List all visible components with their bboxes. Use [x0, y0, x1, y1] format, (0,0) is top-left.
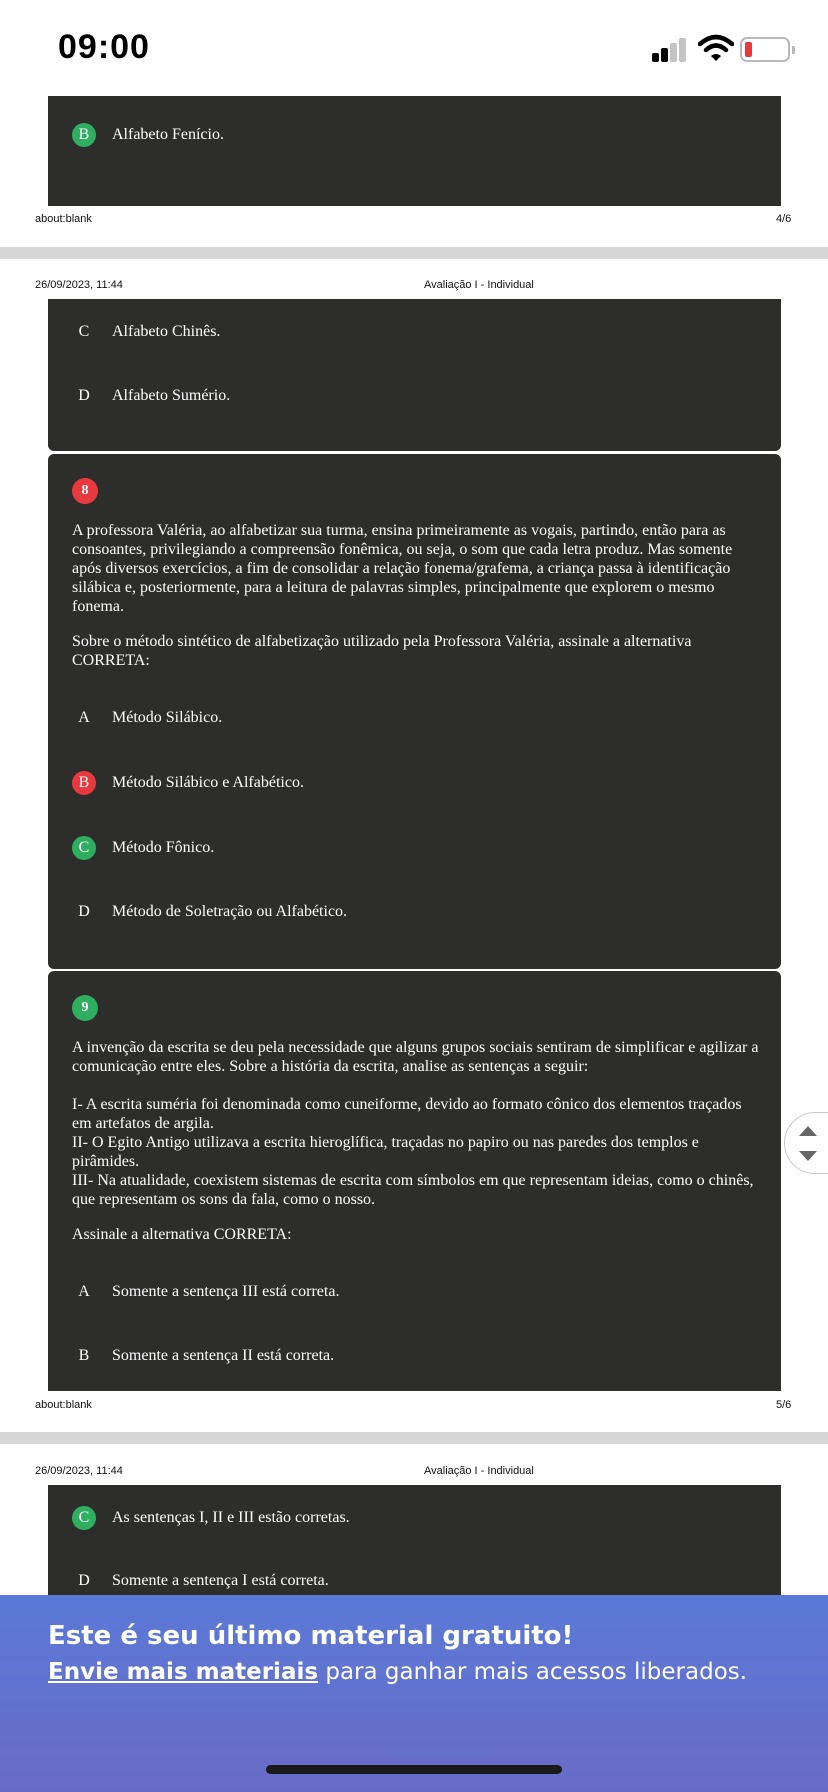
- page-scroll-control[interactable]: [784, 1112, 828, 1174]
- question-prompt: Assinale a alternativa CORRETA:: [72, 1226, 292, 1243]
- option-text: As sentenças I, II e III estão corretas.: [112, 1509, 350, 1526]
- statement-3: III- Na atualidade, coexistem sistemas de escrita com símbolos em que representam ideias, como o chinês, que representam os sons da fala, como o nosso.: [72, 1172, 754, 1208]
- question-text: A professora Valéria, ao alfabetizar sua turma, ensina primeiramente as vogais, partindo, então para as consoantes, privilegiando a compreensão fonêmica, ou seja, o som que cada letra produz. Mas somente após diversos exercícios, a fim de consolidar a relação fonema/grafema, a criança passa à identificação silábica e, posteriormente, para a leitura de palavras simples, principalmente que explorem o mesmo fonema.: [72, 522, 733, 615]
- question-number-badge: 8: [72, 478, 98, 504]
- option-text: Alfabeto Sumério.: [112, 387, 231, 404]
- question-number-badge: 9: [72, 995, 98, 1021]
- answer-option[interactable]: [72, 771, 304, 795]
- answer-option[interactable]: [72, 836, 214, 860]
- answer-option[interactable]: [72, 1506, 350, 1530]
- footer-url: about:blank: [35, 213, 92, 225]
- answer-option[interactable]: [72, 320, 220, 344]
- option-text: Somente a sentença I está correta.: [112, 1572, 329, 1589]
- statement-2: II- O Egito Antigo utilizava a escrita hieroglífica, traçadas no papiro ou nas paredes dos templos e pirâmides.: [72, 1134, 699, 1170]
- option-text: Método Fônico.: [112, 839, 215, 856]
- status-time: 09:00: [58, 28, 150, 66]
- option-letter-correct: B: [72, 123, 96, 147]
- footer-page-number: 4/6: [776, 213, 792, 225]
- option-letter: A: [78, 709, 90, 726]
- page-separator: [0, 1432, 828, 1444]
- battery-icon: [740, 37, 790, 62]
- header-datetime: 26/09/2023, 11:44: [35, 1465, 123, 1477]
- option-text: Método Silábico.: [112, 709, 223, 726]
- option-letter: A: [78, 1283, 90, 1300]
- option-letter-wrong: B: [72, 771, 96, 795]
- banner-subtitle-text: para ganhar mais acessos liberados.: [318, 1659, 748, 1685]
- status-bar: [0, 0, 828, 96]
- option-text: Método Silábico e Alfabético.: [112, 774, 304, 791]
- footer-page-number: 5/6: [776, 1399, 792, 1411]
- footer-url: about:blank: [35, 1399, 92, 1411]
- answer-option[interactable]: [72, 900, 347, 924]
- statement-1: I- A escrita suméria foi denominada como cuneiforme, devido ao formato cônico dos elementos traçados em artefatos de argila.: [72, 1096, 742, 1132]
- header-title: Avaliação I - Individual: [424, 279, 534, 291]
- banner-title: Este é seu último material gratuito!: [48, 1621, 574, 1651]
- question-panel: [48, 96, 781, 206]
- option-text: Alfabeto Fenício.: [112, 126, 224, 143]
- answer-option[interactable]: [72, 1344, 334, 1368]
- option-letter: B: [78, 1347, 90, 1364]
- option-text: Somente a sentença II está correta.: [112, 1347, 335, 1364]
- home-indicator[interactable]: [266, 1765, 562, 1774]
- header-title: Avaliação I - Individual: [424, 1465, 534, 1477]
- question-text: A invenção da escrita se deu pela necessidade que alguns grupos sociais sentiram de simplificar e agilizar a comunicação entre eles. Sobre a história da escrita, analise as sentenças a seguir:: [72, 1039, 759, 1075]
- wifi-icon: [698, 34, 734, 62]
- answer-option[interactable]: [72, 1280, 339, 1304]
- scroll-up-icon[interactable]: [799, 1126, 817, 1136]
- answer-option[interactable]: [72, 1569, 329, 1593]
- header-datetime: 26/09/2023, 11:44: [35, 279, 123, 291]
- question-prompt: Sobre o método sintético de alfabetização utilizado pela Professora Valéria, assinale a alternativa CORRETA:: [72, 633, 692, 669]
- banner-subtitle: [48, 1659, 747, 1685]
- answer-option[interactable]: [72, 706, 222, 730]
- send-materials-link[interactable]: Envie mais materiais: [48, 1659, 319, 1685]
- option-text: Método de Soletração ou Alfabético.: [112, 903, 348, 920]
- option-text: Alfabeto Chinês.: [112, 323, 221, 340]
- answer-option[interactable]: [72, 123, 224, 147]
- option-letter-correct: C: [72, 1506, 96, 1530]
- option-letter: D: [78, 903, 90, 920]
- answer-option[interactable]: [72, 384, 230, 408]
- upgrade-banner: [0, 1595, 828, 1792]
- option-letter-correct: C: [72, 836, 96, 860]
- option-letter: C: [78, 323, 90, 340]
- page-separator: [0, 247, 828, 259]
- cellular-signal-icon: [652, 36, 690, 62]
- scroll-down-icon[interactable]: [799, 1151, 817, 1161]
- option-letter: D: [78, 1572, 90, 1589]
- option-text: Somente a sentença III está correta.: [112, 1283, 340, 1300]
- option-letter: D: [78, 387, 90, 404]
